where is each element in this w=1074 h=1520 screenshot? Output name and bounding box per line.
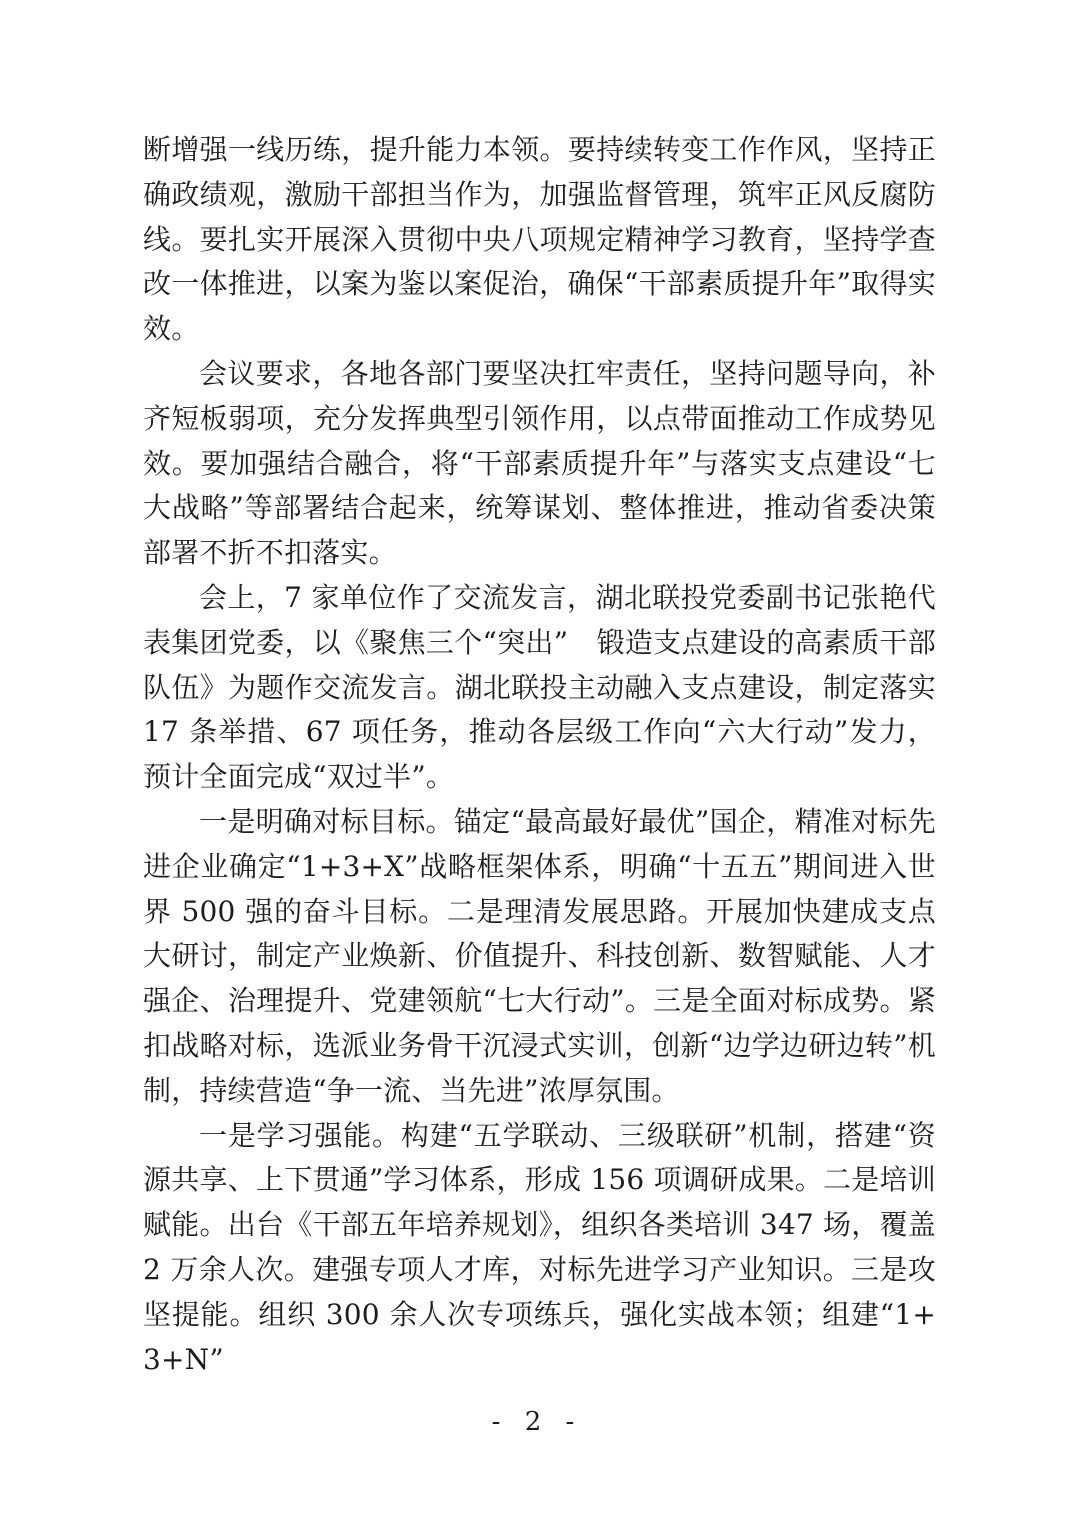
paragraph-continuation: 断增强一线历练，提升能力本领。要持续转变工作作风，坚持正确政绩观，激励干部担当作为，加强监督管理，筑牢正风反腐防线。要扎实开展深入贯彻中央八项规定精神学习教育，坚持学查改一体推进，以案为鉴以案促治，确保“干部素质提升年”取得实效。 (143, 133, 936, 346)
paragraph-three-benchmarks: 一是明确对标目标。锚定“最高最好最优”国企，精准对标先进企业确定“1+3+X”战略框架体系，明确“十五五”期间进入世界 500 强的奋斗目标。二是理清发展思路。开展加快建成支点大研讨，制定产业焕新、价值提升、科技创新、数智赋能、人才强企、治理提升、党建领航“七大行动”。三是全面对标成势。紧扣战略对标，选派业务骨干沉浸式实训，创新“边学边研边转”机制，持续营造“争一流、当先进”浓厚氛围。 (143, 804, 936, 1107)
document-body (143, 128, 936, 1382)
page-number: - 2 - (491, 1407, 583, 1437)
paragraph-three-capabilities: 一是学习强能。构建“五学联动、三级联研”机制，搭建“资源共享、上下贯通”学习体系，形成 156 项调研成果。二是培训赋能。出台《干部五年培养规划》，组织各类培训 347 场，覆盖 2 万余人次。建强专项人才库，对标先进学习产业知识。三是攻坚提能。组织 300 余人次专项练兵，强化实战本领；组建“1+3+N” (143, 1118, 936, 1376)
paragraph-meeting-requirements: 会议要求，各地各部门要坚决扛牢责任，坚持问题导向，补齐短板弱项，充分发挥典型引领作用，以点带面推动工作成势见效。要加强结合融合，将“干部素质提升年”与落实支点建设“七大战略”等部署结合起来，统筹谋划、整体推进，推动省委决策部署不折不扣落实。 (143, 356, 936, 570)
paragraph-exchange-speeches: 会上，7 家单位作了交流发言，湖北联投党委副书记张艳代表集团党委，以《聚焦三个“突出” 锻造支点建设的高素质干部队伍》为题作交流发言。湖北联投主动融入支点建设，制定落实 17 条举措、67 项任务，推动各层级工作向“六大行动”发力，预计全面完成“双过半”。 (143, 580, 936, 794)
